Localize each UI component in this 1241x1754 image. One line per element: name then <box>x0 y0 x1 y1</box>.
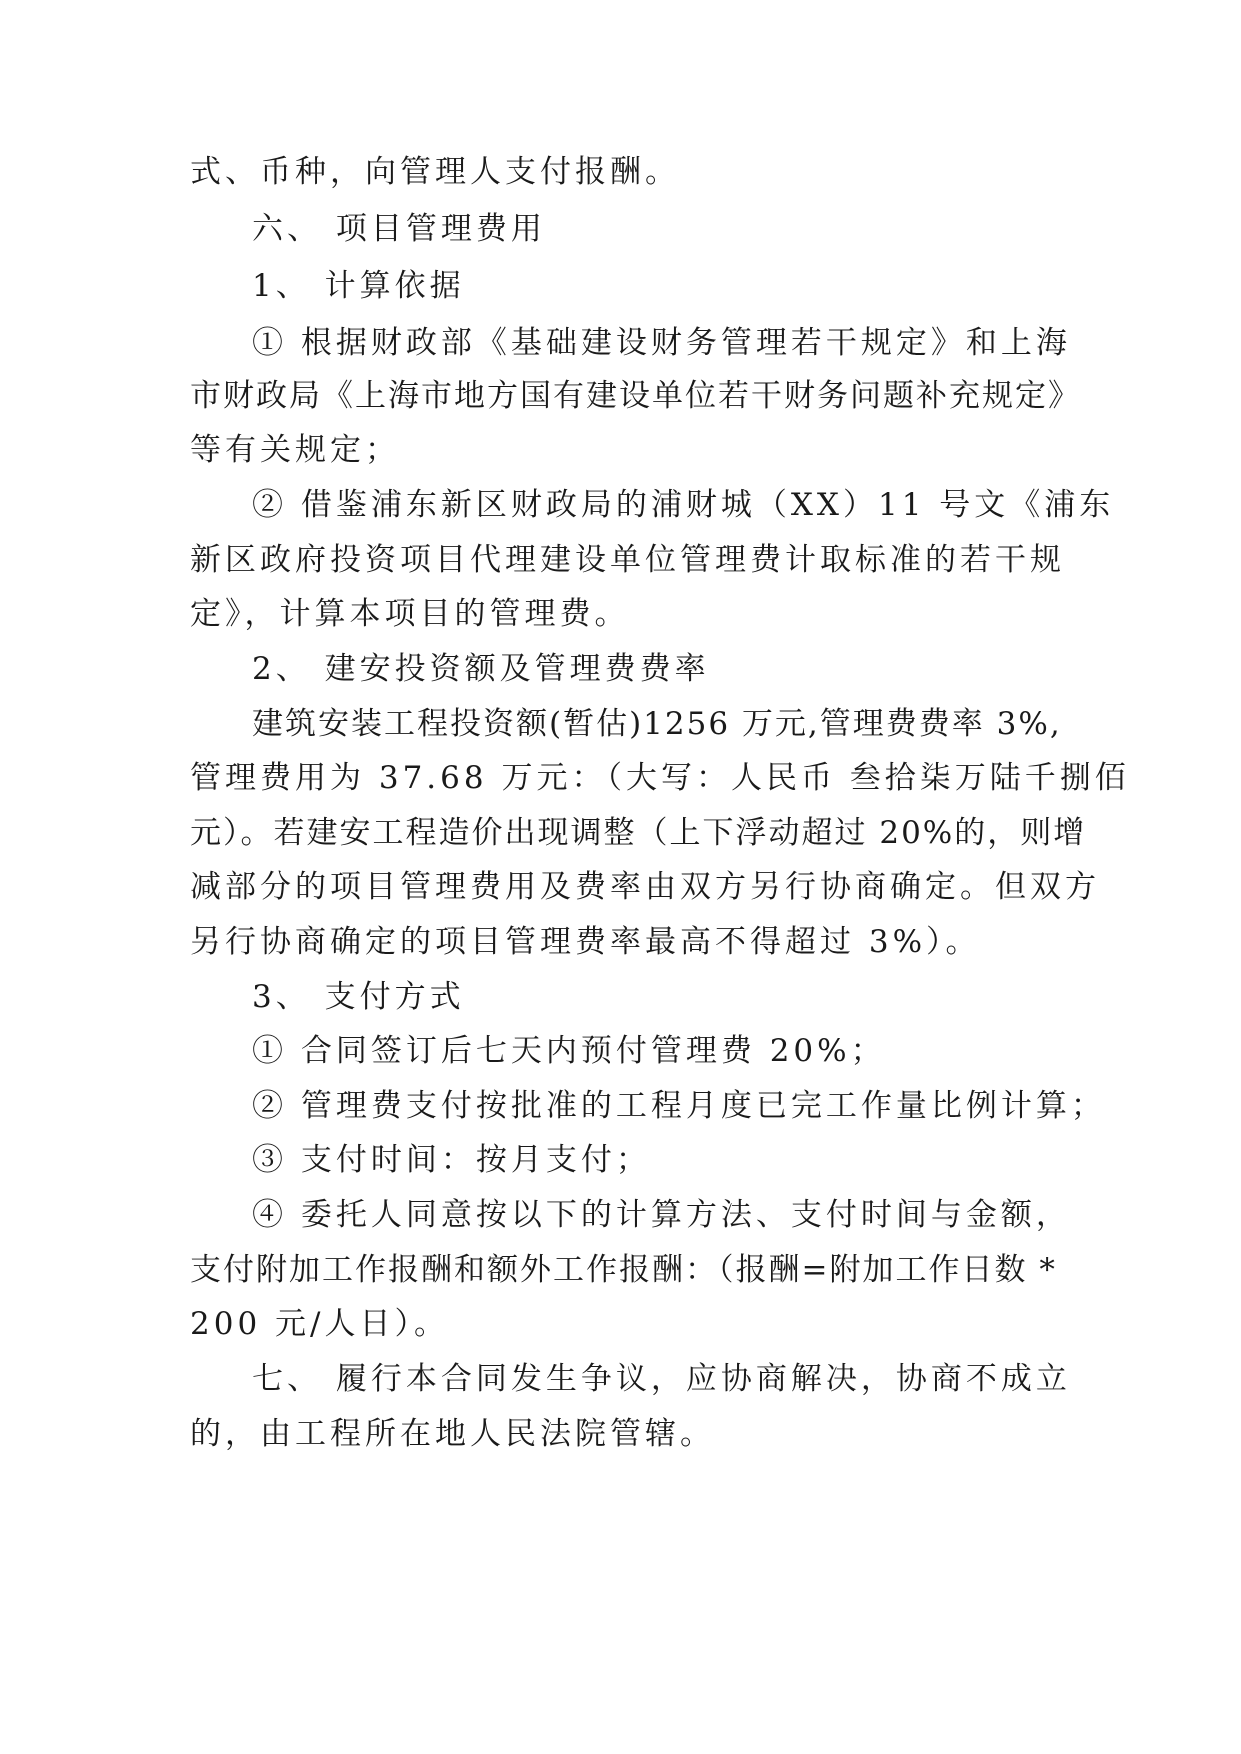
text-line: ① 合同签订后七天内预付管理费 20%； <box>252 1033 886 1069</box>
subsection-heading-1: 1、 计算依据 <box>252 268 465 304</box>
text-line: 元）。若建安工程造价出现调整（上下浮动超过 20%的，则增 <box>190 815 1087 851</box>
text-line: 200 元/人日）。 <box>190 1306 449 1342</box>
text-line: 支付附加工作报酬和额外工作报酬：（报酬=附加工作日数 * <box>190 1252 1057 1288</box>
text-line: ③ 支付时间：按月支付； <box>252 1142 651 1178</box>
text-line: ② 借鉴浦东新区财政局的浦财城（XX）11 号文《浦东 <box>252 487 1115 523</box>
text-line: 新区政府投资项目代理建设单位管理费计取标准的若干规 <box>190 542 1065 578</box>
text-line: 式、币种，向管理人支付报酬。 <box>190 154 680 190</box>
section-heading-6: 六、 项目管理费用 <box>252 211 546 247</box>
subsection-heading-3: 3、 支付方式 <box>252 979 465 1015</box>
subsection-heading-2: 2、 建安投资额及管理费费率 <box>252 651 710 687</box>
text-line: 等有关规定； <box>190 432 400 468</box>
text-line: 减部分的项目管理费用及费率由双方另行协商确定。但双方 <box>190 869 1100 905</box>
text-line: 另行协商确定的项目管理费率最高不得超过 3%）。 <box>190 924 981 960</box>
text-line: 管理费用为 37.68 万元：（大写：人民币 叁拾柒万陆千捌佰 <box>190 760 1130 796</box>
text-line: ② 管理费支付按批准的工程月度已完工作量比例计算； <box>252 1088 1106 1124</box>
text-line: ④ 委托人同意按以下的计算方法、支付时间与金额， <box>252 1197 1071 1233</box>
text-line: 定》，计算本项目的管理费。 <box>190 596 630 632</box>
section-heading-7: 七、 履行本合同发生争议，应协商解决，协商不成立 <box>252 1361 1071 1397</box>
text-line: 的，由工程所在地人民法院管辖。 <box>190 1416 715 1452</box>
text-line: 建筑安装工程投资额(暂估)1256 万元,管理费费率 3%, <box>252 706 1062 742</box>
text-line: 市财政局《上海市地方国有建设单位若干财务问题补充规定》 <box>190 378 1081 414</box>
text-line: ① 根据财政部《基础建设财务管理若干规定》和上海 <box>252 325 1071 361</box>
